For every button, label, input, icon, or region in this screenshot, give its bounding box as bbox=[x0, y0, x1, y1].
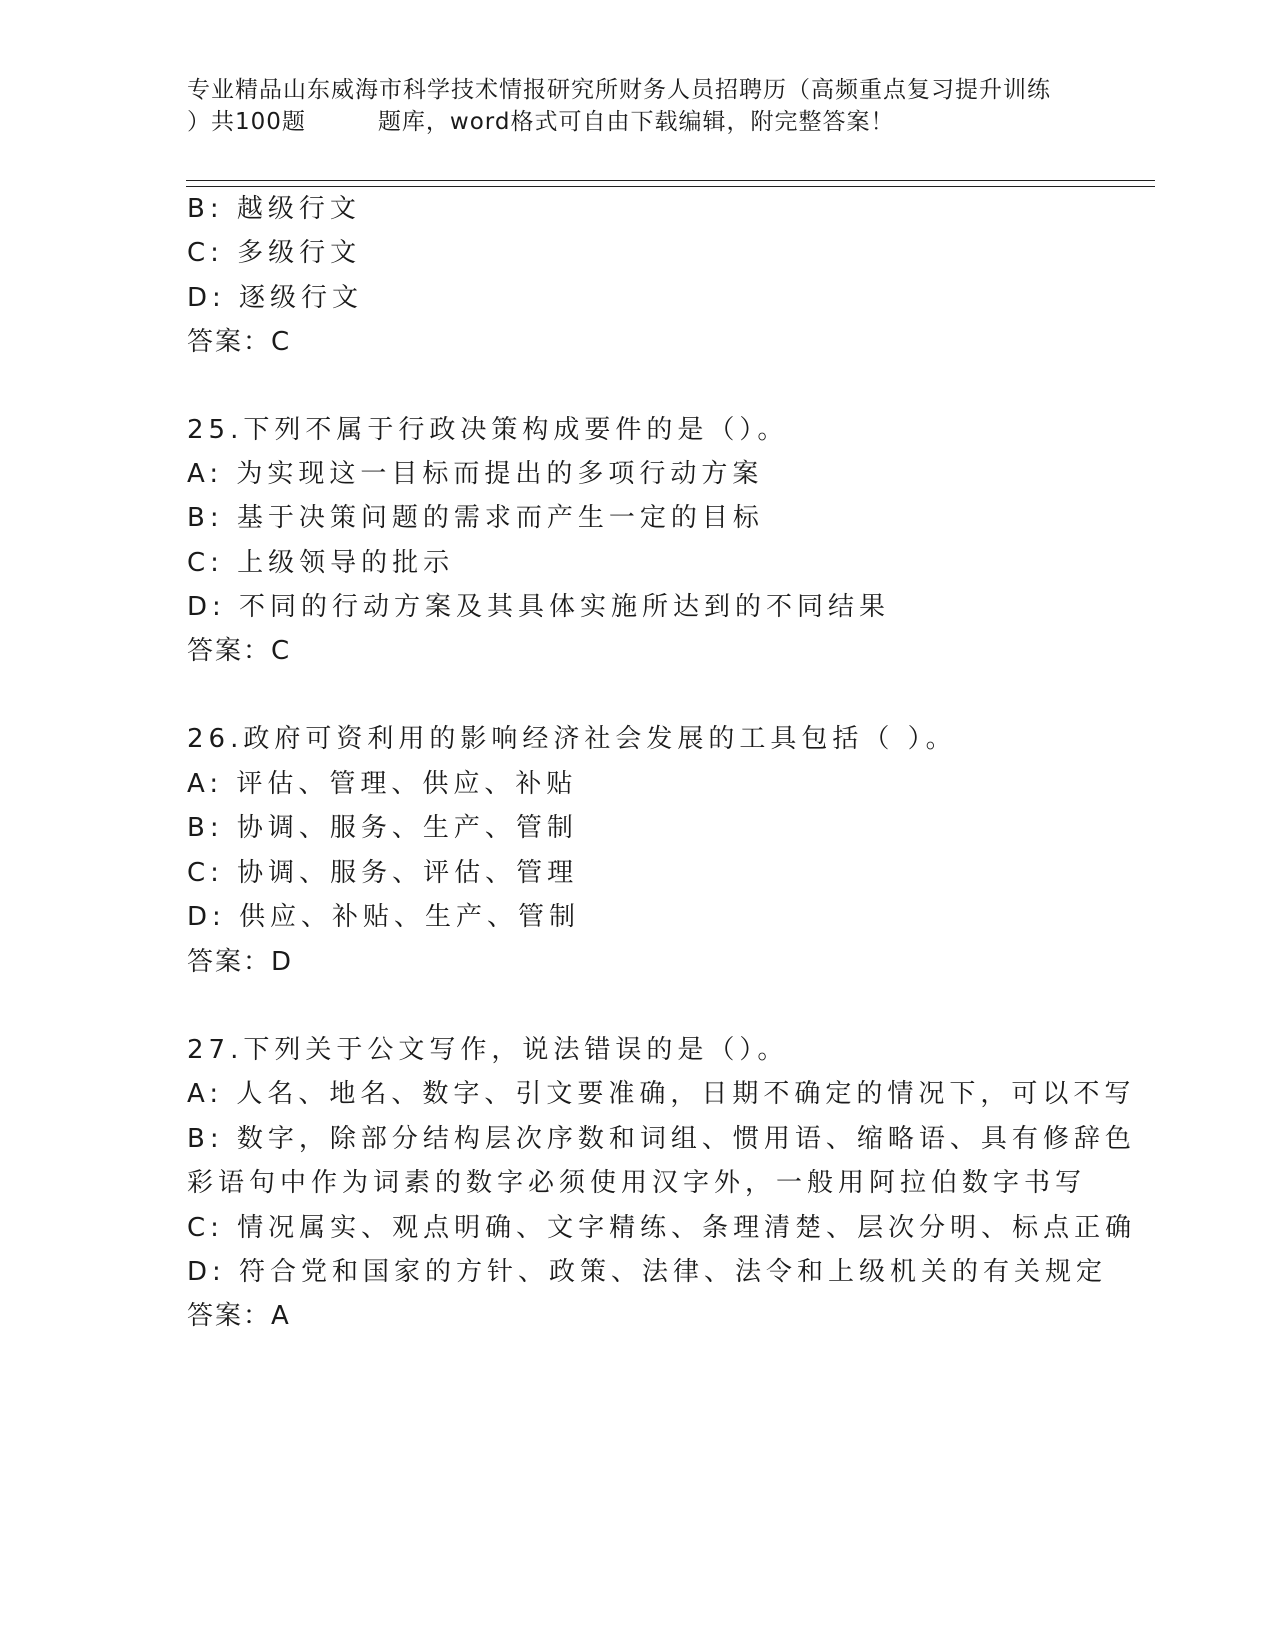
q27-option-a: A: 人名、地名、数字、引文要准确，日期不确定的情况下，可以不写 bbox=[187, 1079, 1136, 1109]
q27-option-b-line2: 彩语句中作为词素的数字必须使用汉字外，一般用阿拉伯数字书写 bbox=[187, 1168, 1087, 1198]
q25-option-b: B: 基于决策问题的需求而产生一定的目标 bbox=[187, 503, 764, 533]
q26-answer: 答案：D bbox=[187, 947, 294, 977]
q26-option-d: D: 供应、补贴、生产、管制 bbox=[187, 902, 581, 932]
q25-option-a: A: 为实现这一目标而提出的多项行动方案 bbox=[187, 459, 764, 489]
page-header bbox=[187, 74, 1087, 138]
header-title-line2 bbox=[187, 106, 1087, 138]
q25-question: 25.下列不属于行政决策构成要件的是（）。 bbox=[187, 415, 789, 445]
q24-answer: 答案：C bbox=[187, 327, 292, 357]
q25-option-c: C: 上级领导的批示 bbox=[187, 548, 455, 578]
q26-option-c: C: 协调、服务、评估、管理 bbox=[187, 858, 579, 888]
q24-option-b: B: 越级行文 bbox=[187, 194, 361, 224]
q27-option-d: D: 符合党和国家的方针、政策、法律、法令和上级机关的有关规定 bbox=[187, 1257, 1108, 1287]
header-divider-top bbox=[186, 180, 1155, 181]
q26-question: 26.政府可资利用的影响经济社会发展的工具包括（ ）。 bbox=[187, 724, 957, 754]
header-title-line1: 专业精品山东威海市科学技术情报研究所财务人员招聘历（高频重点复习提升训练 bbox=[187, 77, 1051, 103]
header-question-count: ）共100题 bbox=[187, 109, 306, 135]
header-divider-bottom bbox=[186, 186, 1155, 187]
q27-option-c: C: 情况属实、观点明确、文字精练、条理清楚、层次分明、标点正确 bbox=[187, 1213, 1137, 1243]
q25-answer: 答案：C bbox=[187, 636, 292, 666]
q26-option-b: B: 协调、服务、生产、管制 bbox=[187, 813, 578, 843]
q27-question: 27.下列关于公文写作，说法错误的是（）。 bbox=[187, 1035, 789, 1065]
q27-option-b-line1: B: 数字，除部分结构层次序数和词组、惯用语、缩略语、具有修辞色 bbox=[187, 1124, 1136, 1154]
q26-option-a: A: 评估、管理、供应、补贴 bbox=[187, 769, 578, 799]
q24-option-d: D: 逐级行文 bbox=[187, 283, 364, 313]
q25-option-d: D: 不同的行动方案及其具体实施所达到的不同结果 bbox=[187, 592, 891, 622]
q27-answer: 答案：A bbox=[187, 1301, 291, 1331]
header-description: 题库，word格式可自由下载编辑，附完整答案！ bbox=[377, 109, 895, 135]
q24-option-c: C: 多级行文 bbox=[187, 238, 362, 268]
